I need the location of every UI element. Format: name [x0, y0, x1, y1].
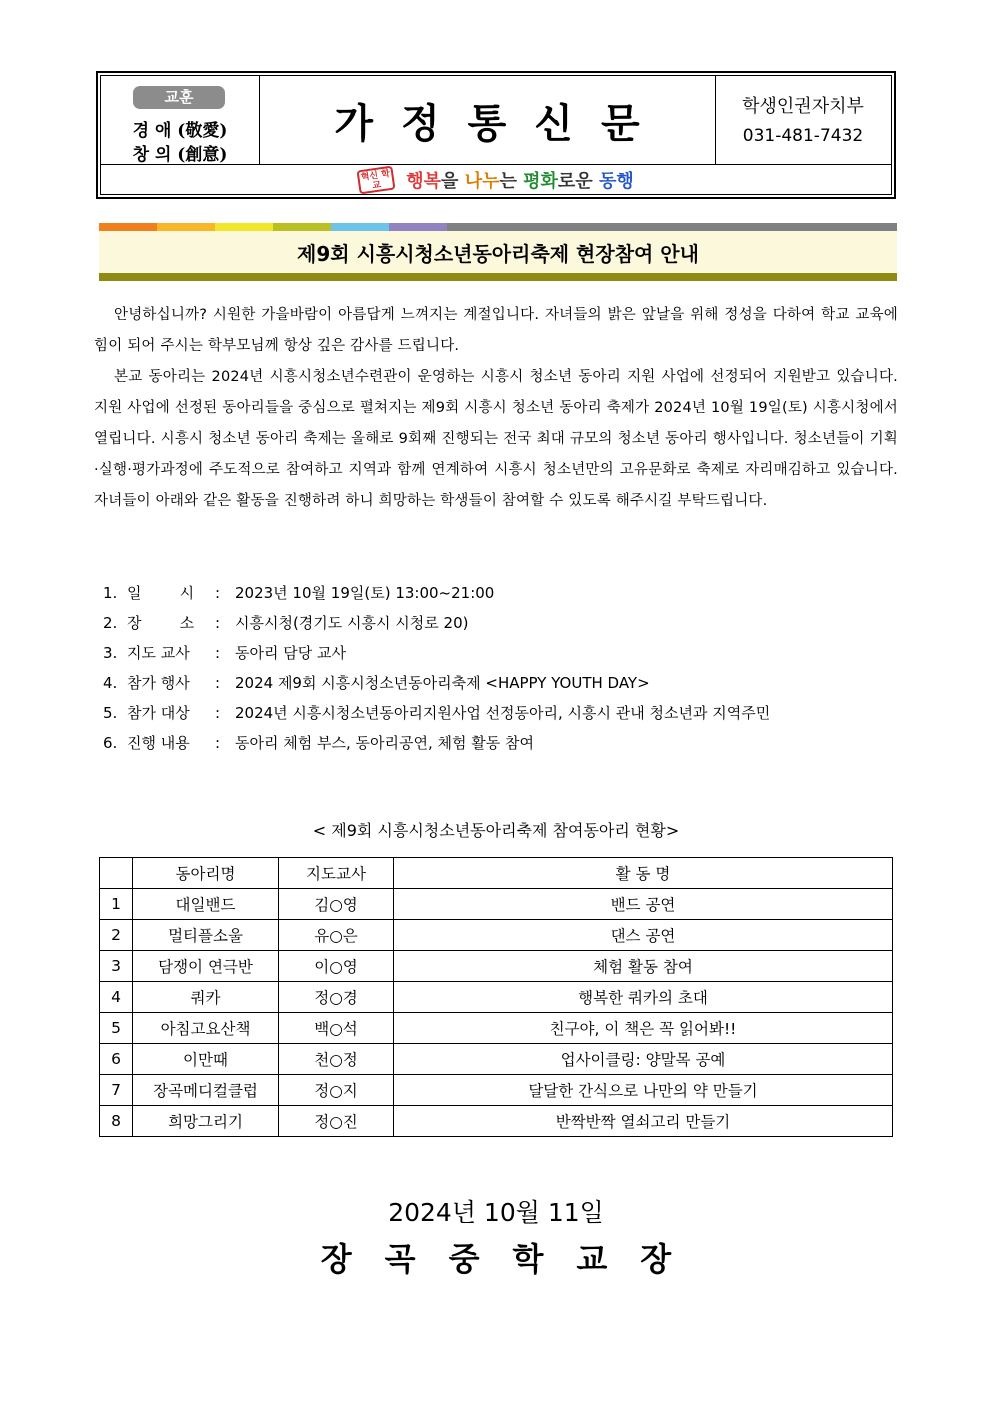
slogan-word-share: 나누: [464, 170, 500, 192]
item-number: 4.: [103, 674, 118, 692]
row-number: 2: [100, 920, 133, 951]
advisor-teacher: 정○지: [279, 1075, 394, 1106]
club-name: 장곡메디컬클럽: [133, 1075, 279, 1106]
row-number: 3: [100, 951, 133, 982]
banner-color-segment: [273, 223, 331, 231]
table-row: [100, 982, 893, 1013]
club-name: 대일밴드: [133, 889, 279, 920]
banner-color-segment: [99, 223, 157, 231]
item-separator: :: [215, 674, 221, 692]
advisor-teacher: 김○영: [279, 889, 394, 920]
principal-signature: 장곡중학교장: [320, 1240, 705, 1278]
row-number: 1: [100, 889, 133, 920]
item-label: 참가 행사: [127, 674, 190, 692]
activity-name: 친구야, 이 책은 꼭 읽어봐!!: [394, 1013, 893, 1044]
school-motto: [101, 76, 260, 164]
activity-name: 반짝반짝 열쇠고리 만들기: [394, 1106, 893, 1137]
table-row: [100, 920, 893, 951]
club-name: 아침고요산책: [133, 1013, 279, 1044]
header-teacher: 지도교사: [279, 858, 394, 889]
table-row: [100, 1075, 893, 1106]
advisor-teacher: 백○석: [279, 1013, 394, 1044]
newsletter-title-cell: [259, 76, 716, 164]
table-row: [100, 889, 893, 920]
slogan-word-companionship: 동행: [598, 170, 634, 192]
event-detail-item: [103, 608, 770, 638]
event-details-list: [103, 578, 770, 758]
item-number: 6.: [103, 734, 118, 752]
header-activity: 활 동 명: [394, 858, 893, 889]
activity-name: 달달한 간식으로 나만의 약 만들기: [394, 1075, 893, 1106]
activity-name: 댄스 공연: [394, 920, 893, 951]
banner-color-segment: [157, 223, 215, 231]
club-name: 멀티플소울: [133, 920, 279, 951]
greeting-text: 안녕하십니까? 시원한 가을바람이 아름답게 느껴지는 계절입니다. 자녀들의 밝은 앞날을 위해 정성을 다하여 학교 교육에 힘이 되어 주시는 학부모님께 항상 깊은 감사를 드립니다.: [94, 307, 898, 354]
item-value: 시흥시청(경기도 시흥시 시청로 20): [235, 614, 469, 632]
program-paragraph: [94, 362, 898, 517]
item-separator: :: [215, 644, 221, 662]
activity-name: 업사이클링: 양말목 공예: [394, 1044, 893, 1075]
item-value: 2024년 시흥시청소년동아리지원사업 선정동아리, 시흥시 관내 청소년과 지역주민: [235, 704, 771, 722]
innovation-school-stamp-icon: 혁신 학교: [357, 165, 396, 194]
school-slogan: [101, 164, 891, 194]
newsletter-header: [96, 71, 896, 199]
table-row: [100, 1013, 893, 1044]
item-number: 3.: [103, 644, 118, 662]
row-number: 6: [100, 1044, 133, 1075]
item-label: 참가 대상: [127, 704, 190, 722]
newsletter-title: 가정통신문: [334, 100, 668, 147]
item-label: 일 시: [127, 584, 195, 602]
item-separator: :: [215, 614, 221, 632]
row-number: 8: [100, 1106, 133, 1137]
banner-color-segment: [215, 223, 273, 231]
table-row: [100, 1106, 893, 1137]
event-detail-item: [103, 638, 770, 668]
row-number: 5: [100, 1013, 133, 1044]
item-value: 동아리 담당 교사: [235, 644, 346, 662]
item-label: 진행 내용: [127, 734, 190, 752]
advisor-teacher: 천○정: [279, 1044, 394, 1075]
header-inner-frame: [100, 75, 892, 195]
department-cell: [715, 76, 891, 164]
event-detail-item: [103, 668, 770, 698]
item-number: 5.: [103, 704, 118, 722]
event-detail-item: [103, 698, 770, 728]
item-value: 동아리 체험 부스, 동아리공연, 체험 활동 참여: [235, 734, 534, 752]
club-name: 이만때: [133, 1044, 279, 1075]
activity-name: 행복한 쿼카의 초대: [394, 982, 893, 1013]
item-label: 지도 교사: [127, 644, 190, 662]
announcement-title: 제9회 시흥시청소년동아리축제 현장참여 안내: [99, 231, 897, 273]
slogan-particle-3: 로운: [557, 170, 599, 192]
club-name: 담쟁이 연극반: [133, 951, 279, 982]
table-header-row: [100, 858, 893, 889]
item-value: 2023년 10월 19일(토) 13:00~21:00: [235, 584, 495, 602]
club-name: 희망그리기: [133, 1106, 279, 1137]
program-text: 본교 동아리는 2024년 시흥시청소년수련관이 운영하는 시흥시 청소년 동아리 지원 사업에 선정되어 지원받고 있습니다. 지원 사업에 선정된 동아리들을 중심으로 펼쳐지는 제9회 시흥시 청소년 동아리 축제가 2024년 10월 19일(토) 시흥시청에서 열립니다. 시흥시 청소년 동아리 축제는 올해로 9회째 진행되는 전국 최대 규모의 청소년 동아리 행사입니다. 청소년들이 기획·실행·평가과정에 주도적으로 참여하고 지역과 함께 연계하여 시흥시 청소년만의 고유문화로 축제로 자리매김하고 있습니다. 자녀들이 아래와 같은 활동을 진행하려 하니 희망하는 학생들이 참여할 수 있도록 해주시길 부탁드립니다.: [94, 369, 898, 509]
banner-color-segment: [389, 223, 447, 231]
advisor-teacher: 이○영: [279, 951, 394, 982]
slogan-particle-2: 는: [499, 170, 524, 192]
table-row: [100, 951, 893, 982]
slogan-word-peace: 평화: [523, 170, 558, 192]
advisor-teacher: 정○경: [279, 982, 394, 1013]
item-label: 장 소: [127, 614, 195, 632]
banner-bottom-rule: [99, 273, 897, 281]
motto-line-2: 창 의 (創意): [132, 145, 228, 165]
header-club-name: 동아리명: [133, 858, 279, 889]
item-separator: :: [215, 584, 221, 602]
advisor-teacher: 유○은: [279, 920, 394, 951]
motto-badge: 교훈: [133, 86, 225, 109]
motto-line-1: 경 애 (敬愛): [132, 121, 228, 141]
event-detail-item: [103, 578, 770, 608]
greeting-paragraph: [94, 300, 898, 362]
table-caption: < 제9회 시흥시청소년동아리축제 참여동아리 현황>: [312, 821, 680, 840]
banner-color-segment: [447, 223, 897, 231]
event-detail-item: [103, 728, 770, 758]
table-row: [100, 1044, 893, 1075]
announcement-banner: [99, 223, 897, 281]
department-phone: 031-481-7432: [742, 126, 864, 146]
item-separator: :: [215, 704, 221, 722]
department-name: 학생인권자치부: [742, 96, 864, 117]
item-separator: :: [215, 734, 221, 752]
item-value: 2024 제9회 시흥시청소년동아리축제 <HAPPY YOUTH DAY>: [235, 674, 650, 692]
banner-color-segment: [331, 223, 389, 231]
activity-name: 체험 활동 참여: [394, 951, 893, 982]
header-number: [100, 858, 133, 889]
slogan-word-happiness: 행복: [406, 170, 442, 192]
item-number: 2.: [103, 614, 118, 632]
table-body: [100, 889, 893, 1137]
advisor-teacher: 정○진: [279, 1106, 394, 1137]
row-number: 7: [100, 1075, 133, 1106]
row-number: 4: [100, 982, 133, 1013]
slogan-particle-1: 을: [441, 170, 465, 192]
club-name: 쿼카: [133, 982, 279, 1013]
item-number: 1.: [103, 584, 118, 602]
activity-name: 밴드 공연: [394, 889, 893, 920]
issue-date: 2024년 10월 11일: [388, 1198, 604, 1227]
participating-clubs-table: [99, 857, 893, 1137]
